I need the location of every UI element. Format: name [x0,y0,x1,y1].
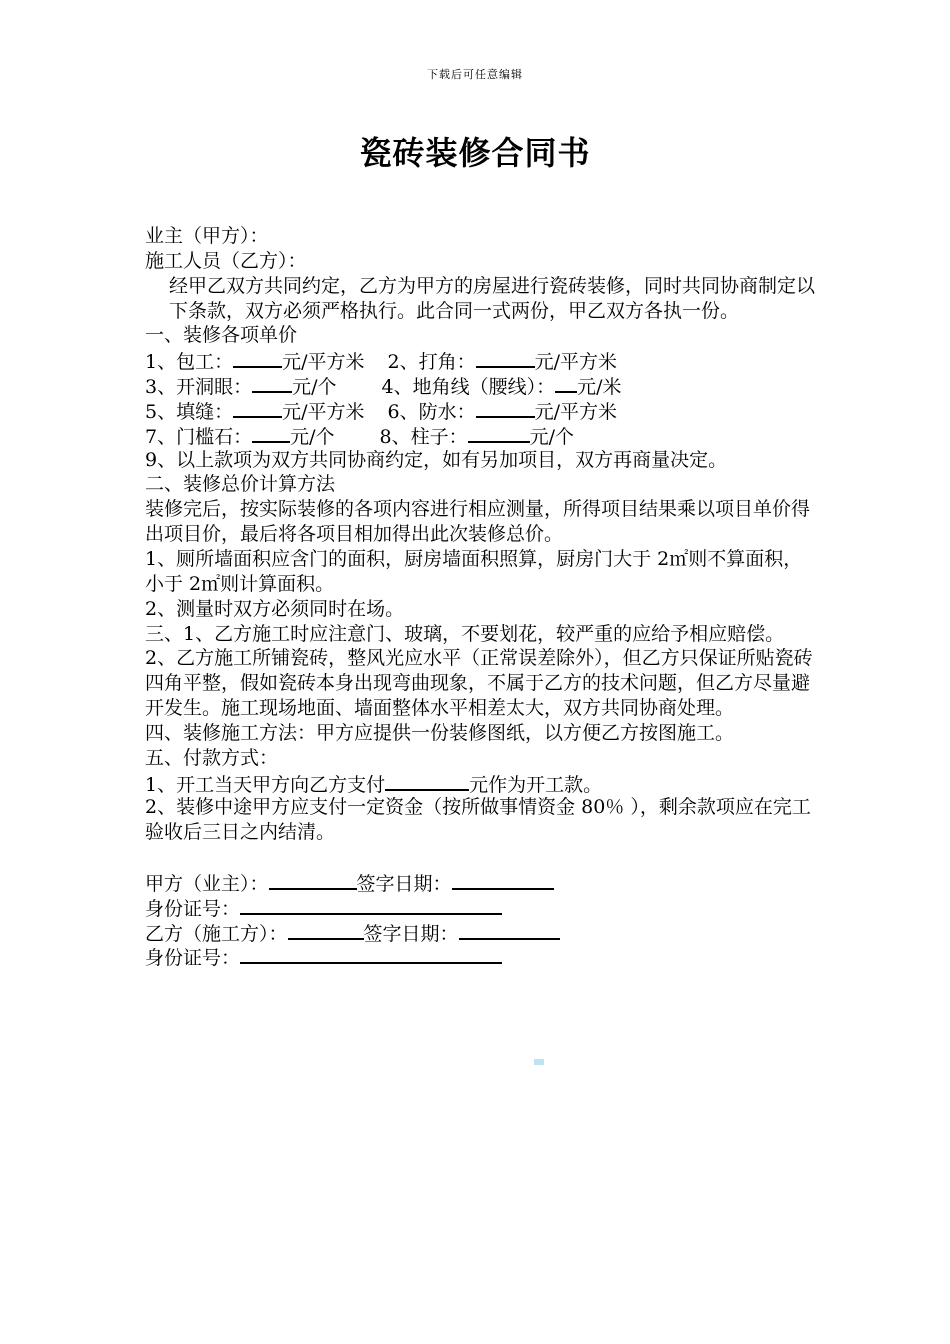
price-unit: 元/平方米 [282,400,365,423]
blank-field[interactable] [452,870,554,890]
blank-field[interactable] [269,870,357,890]
section3-item2: 2、乙方施工所铺瓷砖，整风光应水平（正常误差除外），但乙方只保证所贴瓷砖四角平整，假如瓷砖本身出现弯曲现象，不属于乙方的技术问题，但乙方尽量避开发生。施工现场地面、墙面整体水平相差太大，双方共同协商处理。 [145,647,813,720]
section5-heading: 五、付款方式： [145,746,279,769]
selection-mark [534,1059,544,1065]
payment-item1-post: 元作为开工款。 [469,773,603,796]
section2-paragraph: 装修完后，按实际装修的各项内容进行相应测量，所得项目结果乘以项目单价得出项目价，最后将各项目相加得出此次装修总价。 [145,498,811,546]
contractor-sign-label: 乙方（施工方）： [145,922,288,945]
contractor-signature-row [145,920,817,945]
blank-field[interactable] [240,944,502,964]
price-label: 1、包工： [145,351,234,374]
price-unit: 元/平方米 [534,351,617,374]
price-row [145,348,817,373]
price-label: 8、柱子： [379,425,468,448]
price-label: 5、填缝： [145,400,234,423]
price-unit: 元/个 [292,376,337,399]
price-unit: 元/个 [529,425,574,448]
blank-field[interactable] [240,895,502,915]
blank-field[interactable] [233,348,282,368]
price-unit: 元/个 [290,425,335,448]
sign-date-label: 签字日期： [363,922,459,945]
blank-field[interactable] [288,920,364,940]
section1-heading: 一、装修各项单价 [145,324,298,347]
id-label: 身份证号： [145,947,241,970]
section3-item1: 三、1、乙方施工时应注意门、玻璃，不要划花，较严重的应给予相应赔偿。 [145,622,785,645]
price-unit: 元/平方米 [534,400,617,423]
item-9: 9、以上款项为双方共同协商约定，如有另加项目，双方再商量决定。 [145,448,728,471]
section4-paragraph: 四、装修施工方法：甲方应提供一份装修图纸，以方便乙方按图施工。 [145,721,735,744]
price-label: 4、地角线（腰线）： [381,376,556,399]
section2-heading: 二、装修总价计算方法 [145,473,336,496]
price-row [145,373,817,398]
owner-signature-row [145,870,817,895]
contractor-line: 施工人员（乙方）： [145,249,307,272]
blank-field[interactable] [252,373,292,393]
blank-field[interactable] [459,920,560,940]
price-label: 7、门槛石： [145,425,253,448]
sign-date-label: 签字日期： [356,872,452,895]
price-unit: 元/米 [577,376,622,399]
price-row [145,398,817,423]
blank-field[interactable] [476,348,535,368]
price-label: 6、防水： [387,400,476,423]
owner-sign-label: 甲方（业主）： [145,872,269,895]
contractor-id-row [145,944,817,969]
blank-field[interactable] [468,423,530,443]
contract-body [145,224,817,969]
owner-line: 业主（甲方）： [145,225,269,247]
blank-field[interactable] [252,423,290,443]
price-row [145,423,817,448]
header-note: 下载后可任意编辑 [427,68,523,81]
blank-field[interactable] [476,398,535,418]
blank-field[interactable] [233,398,282,418]
intro-paragraph: 经甲乙双方共同约定，乙方为甲方的房屋进行瓷砖装修，同时共同协商制定以下条款，双方必须严格执行。此合同一式两份，甲乙双方各执一份。 [169,274,816,322]
payment-item2: 2、装修中途甲方应支付一定资金（按所做事情资金 80％ ），剩余款项应在完工验收后三日之内结清。 [145,796,811,844]
payment-item1-pre: 1、开工当天甲方向乙方支付 [145,773,386,796]
blank-field[interactable] [385,771,469,791]
id-label: 身份证号： [145,897,241,920]
blank-field[interactable] [555,373,577,393]
document-title: 瓷砖装修合同书 [359,134,591,172]
section2-item2: 2、测量时双方必须同时在场。 [145,597,405,620]
price-unit: 元/平方米 [282,351,365,374]
payment-item1 [145,771,817,796]
price-label: 2、打角： [387,351,476,374]
section2-item1: 1、厕所墙面积应含门的面积，厨房墙面积照算，厨房门大于 2㎡则不算面积，小于 2㎡则计算面积。 [145,547,803,595]
owner-id-row [145,895,817,920]
price-label: 3、开洞眼： [145,376,253,399]
